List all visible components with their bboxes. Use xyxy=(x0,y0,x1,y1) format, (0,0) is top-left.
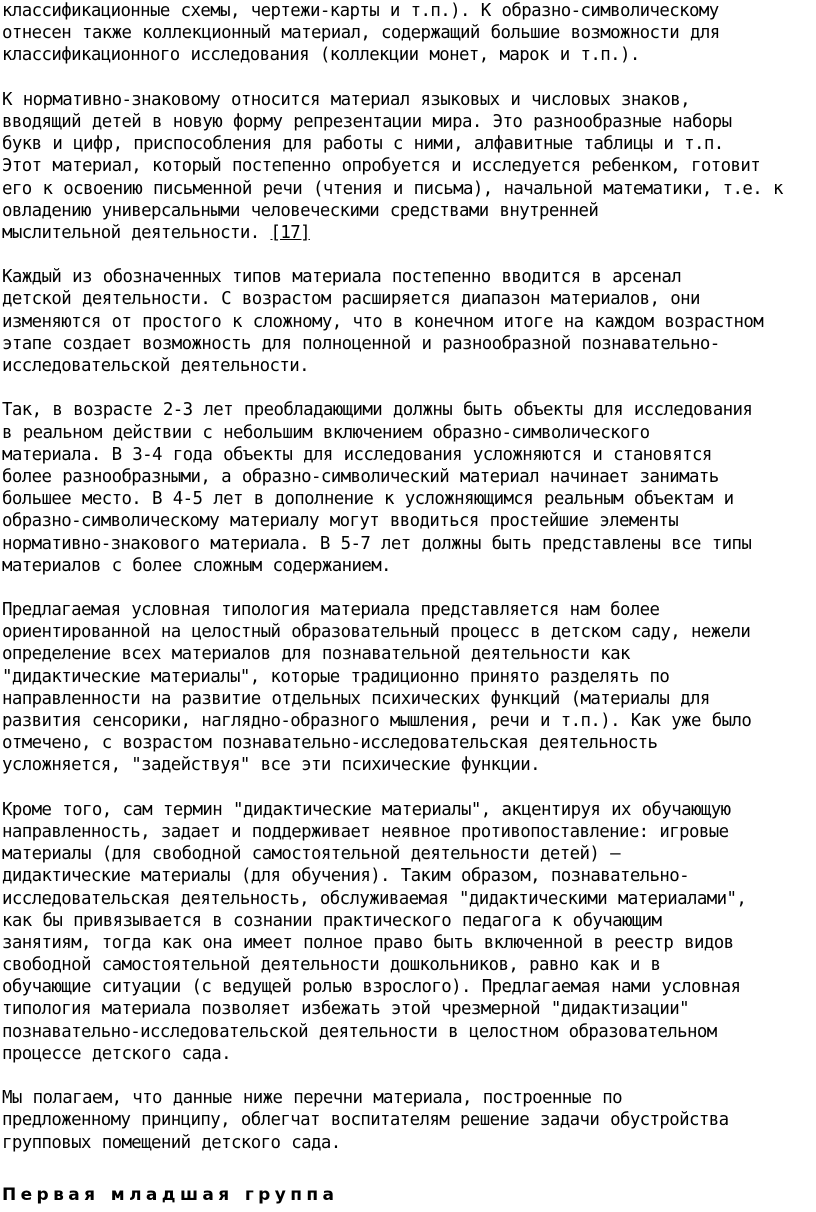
text-line: нормативно-знакового материала. В 5-7 лет должны быть представлены все типы xyxy=(2,533,752,554)
text-line: отнесен также коллекционный материал, содержащий большие возможности для xyxy=(2,23,720,44)
section-heading: Первая младшая группа xyxy=(2,1184,339,1205)
paragraph xyxy=(2,399,816,577)
paragraph xyxy=(2,599,816,777)
paragraph xyxy=(2,266,816,377)
text-line: классификационного исследования (коллекции монет, марок и т.п.). xyxy=(2,45,640,66)
text-line: материала. В 3-4 года объекты для исследования усложняются и становятся xyxy=(2,444,712,465)
text-line: усложняется, "задействуя" все эти психические функции. xyxy=(2,755,540,776)
text-line: Так, в возрасте 2-3 лет преобладающими должны быть объекты для исследования xyxy=(2,400,753,421)
text-line: вводящий детей в новую форму репрезентации мира. Это разнообразные наборы xyxy=(2,111,732,132)
text-line: как бы привязывается в сознании практического педагога к обучающим xyxy=(2,910,662,931)
text-line: изменяются от простого к сложному, что в конечном итоге на каждом возрастном xyxy=(2,311,764,332)
paragraph xyxy=(2,799,816,1065)
text-line: в реальном действии с небольшим включением образно-символического xyxy=(2,422,650,443)
text-line: отмечено, с возрастом познавательно-исследовательская деятельность xyxy=(2,733,658,754)
paragraph-spacer xyxy=(2,1065,816,1087)
paragraph-spacer xyxy=(2,67,816,89)
text-line: направленности на развитие отдельных психических функций (материалы для xyxy=(2,688,710,709)
text-line: типология материала позволяет избежать этой чрезмерной "дидактизации" xyxy=(2,999,690,1020)
paragraph xyxy=(2,1087,816,1154)
text-line: этапе создает возможность для полноценной и разнообразной познавательно- xyxy=(2,333,720,354)
text-line: материалов с более сложным содержанием. xyxy=(2,555,391,576)
text-line: Каждый из обозначенных типов материала постепенно вводится в арсенал xyxy=(2,267,682,288)
text-line: большее место. В 4-5 лет в дополнение к усложняющимся реальным объектам и xyxy=(2,489,734,510)
paragraph xyxy=(2,89,816,244)
reference-link[interactable]: [17] xyxy=(270,222,310,243)
text-line: более разнообразными, а образно-символический материал начинает занимать xyxy=(2,466,719,487)
paragraph-spacer xyxy=(2,577,816,599)
text-line: занятиям, тогда как она имеет полное право быть включенной в реестр видов xyxy=(2,932,734,953)
paragraph-spacer xyxy=(2,777,816,799)
text-line: овладению универсальными человеческими средствами внутренней xyxy=(2,200,599,221)
text-line-content: мыслительной деятельности. xyxy=(2,222,271,243)
text-line: дидактические материалы (для обучения). Таким образом, познавательно- xyxy=(2,866,690,887)
text-line: групповых помещений детского сада. xyxy=(2,1132,341,1153)
text-line: исследовательской деятельности. xyxy=(2,356,309,376)
text-line: детской деятельности. С возрастом расширяется диапазон материалов, они xyxy=(2,289,700,310)
text-line: образно-символическому материалу могут вводиться простейшие элементы xyxy=(2,511,679,532)
paragraph-spacer xyxy=(2,377,816,399)
text-line: Кроме того, сам термин "дидактические материалы", акцентируя их обучающую xyxy=(2,799,731,820)
text-line: развития сенсорики, наглядно-образного мышления, речи и т.п.). Как уже было xyxy=(2,711,752,731)
text-line: ориентированной на целостный образовательный процесс в детском саду, нежели xyxy=(2,622,751,643)
text-line: исследовательская деятельность, обслуживаемая "дидактическими материалами", xyxy=(2,888,747,909)
text-line: "дидактические материалы", которые традиционно принято разделять по xyxy=(2,666,670,687)
text-line: классификационные схемы, чертежи-карты и т.п.). К образно-символическому xyxy=(2,1,719,21)
text-line: познавательно-исследовательской деятельности в целостном образовательном xyxy=(2,1021,717,1042)
text-line: процессе детского сада. xyxy=(2,1043,232,1064)
paragraph xyxy=(2,0,816,67)
text-line: К нормативно-знаковому относится материал языковых и числовых знаков, xyxy=(2,89,691,110)
text-line: его к освоению письменной речи (чтения и письма), начальной математики, т.е. к xyxy=(2,178,783,199)
text-line: букв и цифр, приспособления для работы с ними, алфавитные таблицы и т.п. xyxy=(2,134,724,155)
text-line: обучающие ситуации (с ведущей ролью взрослого). Предлагаемая нами условная xyxy=(2,977,741,998)
paragraph-spacer xyxy=(2,1154,816,1176)
text-line: направленность, задает и поддерживает неявное противопоставление: игровые xyxy=(2,821,729,842)
text-line: предложенному принципу, облегчат воспитателям решение задачи обустройства xyxy=(2,1110,729,1131)
text-line: определение всех материалов для познавательной деятельности как xyxy=(2,644,630,665)
text-line: Мы полагаем, что данные ниже перечни материала, построенные по xyxy=(2,1088,622,1109)
paragraph-spacer xyxy=(2,244,816,266)
text-line: свободной самостоятельной деятельности дошкольников, равно как и в xyxy=(2,955,661,976)
text-line: материалы (для свободной самостоятельной деятельности детей) — xyxy=(2,844,620,865)
text-line xyxy=(2,222,816,244)
text-line: Предлагаемая условная типология материала представляется нам более xyxy=(2,600,660,621)
text-line: Этот материал, который постепенно опробуется и исследуется ребенком, готовит xyxy=(2,156,761,177)
